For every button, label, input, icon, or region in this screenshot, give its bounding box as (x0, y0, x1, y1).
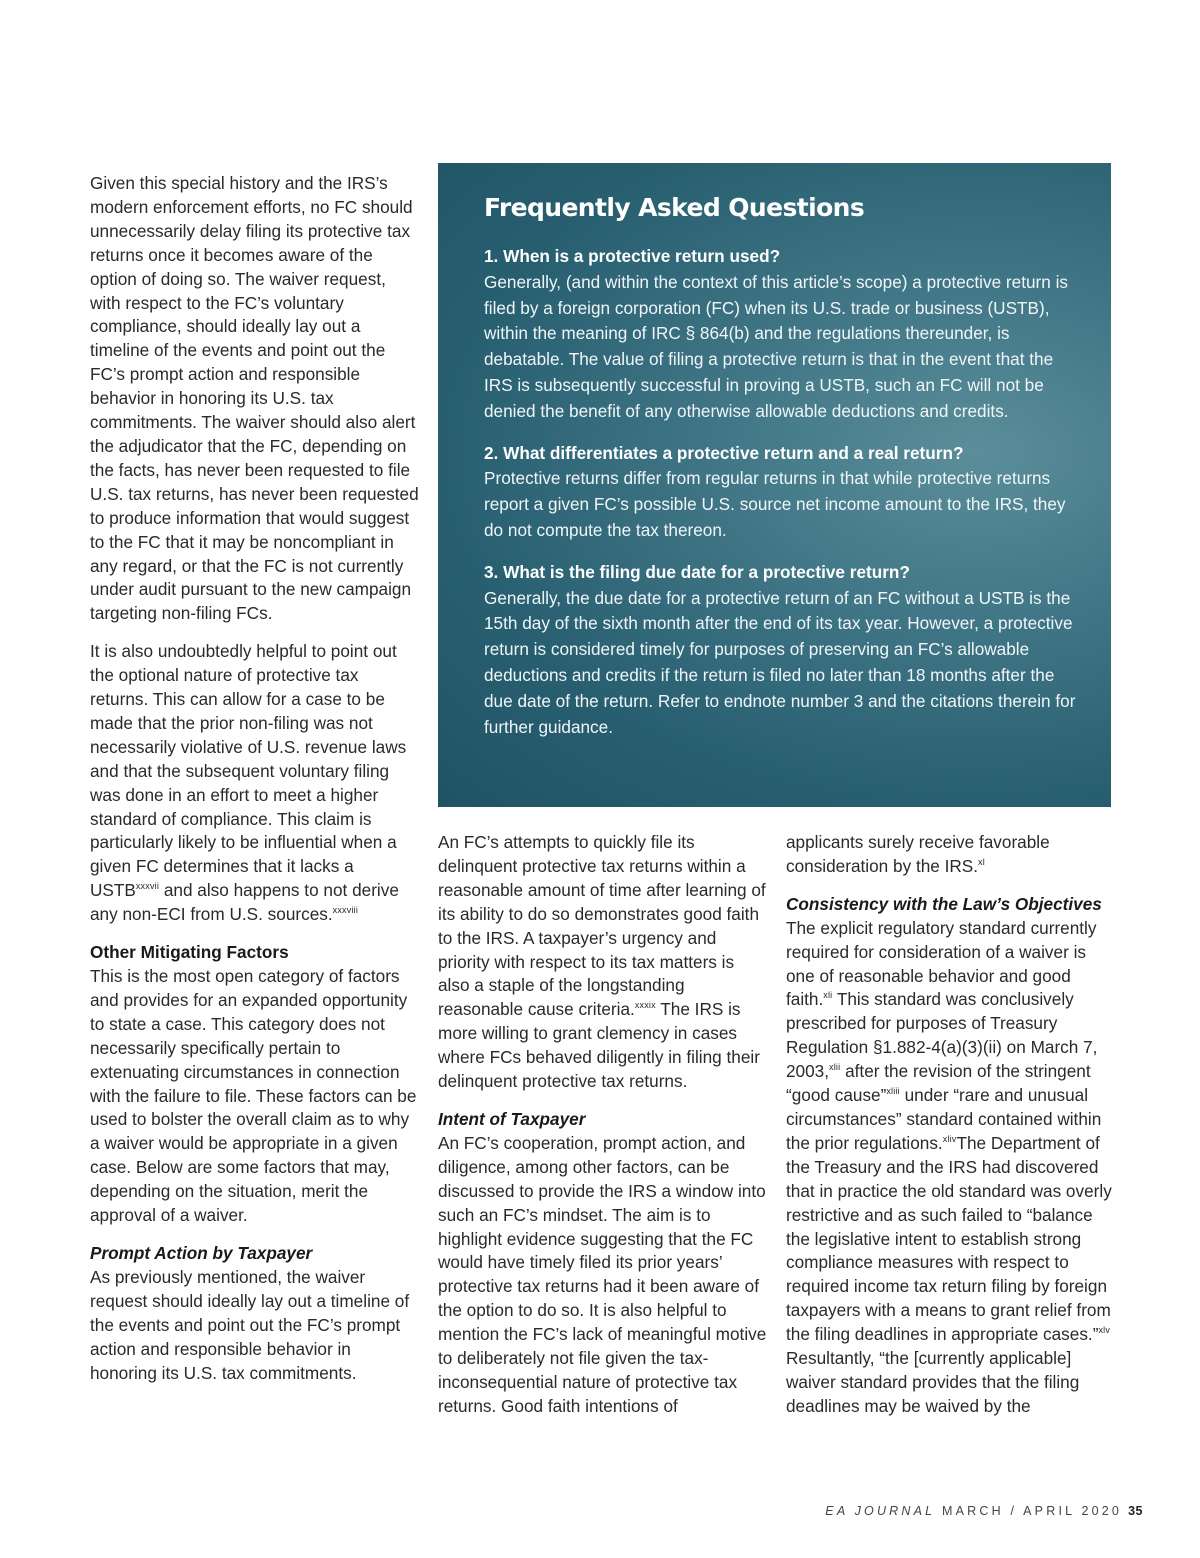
paragraph-text: An FC’s attempts to quickly file its delinquent protective tax returns within a reasonable amount of time after learning of its ability to do so demonstrates good faith to the IRS. A taxpayer’s urgency and priority with respect to its tax matters is also a staple of the longstanding reasonable cause criteria. (438, 832, 766, 1020)
paragraph-text: The Department of the Treasury and the IRS had discovered that in practice the old standard was overly restrictive and as such failed to “balance the legislative intent to establish strong compliance measures with respect to required income tax return filing by foreign taxpayers with a means to grant relief from the filing deadlines in appropriate cases.” (786, 1132, 1112, 1345)
body-paragraph: Given this special history and the IRS’s modern enforcement efforts, no FC should unnecessarily delay filing its protective tax returns once it becomes aware of the option of doing so. The waiver request, with respect to the FC’s voluntary compliance, should ideally lay out a timeline of the events and point out the FC’s prompt action and responsible behavior in honoring its U.S. tax commitments. The waiver should also alert the adjudicator that the FC, depending on the facts, has never been requested to file U.S. tax returns, has never been requested to produce information that would suggest to the FC that it may be noncompliant in any regard, or that the FC is not currently under audit pursuant to the new campaign targeting non-filing FCs. (90, 173, 419, 624)
faq-item (484, 441, 1084, 544)
body-paragraph (90, 640, 420, 927)
endnote-marker[interactable]: xliii (886, 1086, 900, 1097)
paragraph-text: under “rare and unusual circumstances” standard contained within the prior regulations. (786, 1085, 1102, 1153)
faq-question: 3. What is the filing due date for a protective return? (484, 561, 910, 582)
faq-answer: Protective returns differ from regular returns in that while protective returns report a given FC’s possible U.S. source net income amount to the IRS, they do not compute the tax thereon. (484, 468, 1066, 540)
paragraph-text: This standard was conclusively prescribed for purposes of Treasury Regulation §1.882-4(a)(3)(ii) on March 7, 2003, (786, 989, 1098, 1082)
body-paragraph: As previously mentioned, the waiver request should ideally lay out a timeline of the events and point out the FC’s prompt action and responsible behavior in honoring its U.S. tax commitments. (90, 1266, 410, 1383)
paragraph-text: It is also undoubtedly helpful to point out the optional nature of protective tax returns. This can allow for a case to be made that the prior non-filing was not necessarily violative of U.S. revenue laws and that the subsequent voluntary filing was done in an effort to meet a higher standard of compliance. This claim is particularly likely to be influential when a given FC determines that it lacks a USTB (90, 641, 407, 901)
paragraph-text: after the revision of the stringent “good cause” (786, 1061, 1091, 1106)
paragraph-text: The IRS is more willing to grant clemency in cases where FCs behaved diligently in filing their delinquent protective tax returns. (438, 999, 760, 1092)
paragraph-text: The explicit regulatory standard currently required for consideration of a waiver is one of reasonable behavior and good faith. (786, 917, 1097, 1010)
paragraph-text: and also happens to not derive any non-ECI from U.S. sources. (90, 880, 399, 925)
faq-answer: Generally, the due date for a protective return of an FC without a USTB is the 15th day of the sixth month after the end of its tax year. However, a protective return is considered timely for purposes of preserving an FC’s allowable deductions and credits if the return is filed no later than 18 months after the due date of the return. Refer to endnote number 3 and the citations therein for further guidance. (484, 587, 1076, 737)
faq-question: 1. When is a protective return used? (484, 246, 781, 266)
right-column (786, 831, 1116, 1419)
page-footer (825, 1504, 1143, 1518)
faq-sidebar-box (438, 163, 1111, 807)
journal-name: EA JOURNAL (825, 1504, 936, 1518)
paragraph-text: applicants surely receive favorable consideration by the IRS. (786, 832, 1050, 876)
body-paragraph: An FC’s cooperation, prompt action, and diligence, among other factors, can be discussed to provide the IRS a window into such an FC’s mindset. The aim is to highlight evidence suggesting that the FC would have timely filed its prior years’ protective tax returns had it been aware of the option to do so. It is also helpful to mention the FC’s lack of meaningful motive to deliberately not file given the tax-inconsequential nature of protective tax returns. Good faith intentions of (438, 1132, 767, 1416)
endnote-marker[interactable]: xl (978, 856, 985, 867)
faq-answer: Generally, (and within the context of this article’s scope) a protective return is filed by a foreign corporation (FC) when its U.S. trade or business (USTB), within the meaning of IRC § 864(b) and the regulations thereunder, is debatable. The value of filing a protective return is that in the event that the IRS is subsequently successful in proving a USTB, such an FC will not be denied the benefit of any otherwise allowable deductions and credits. (484, 271, 1069, 421)
faq-title: Frequently Asked Questions (484, 193, 865, 222)
faq-item (484, 244, 1084, 425)
body-paragraph (438, 831, 768, 1094)
page-number: 35 (1128, 1504, 1143, 1518)
endnote-marker[interactable]: xlii (829, 1062, 841, 1073)
issue-date: MARCH / APRIL 2020 (935, 1504, 1123, 1518)
body-paragraph: This is the most open category of factors and provides for an expanded opportunity to state a case. This category does not necessarily specifically pertain to extenuating circumstances in connection with the failure to file. These factors can be used to bolster the overall claim as to why a waiver would be appropriate in a given case. Below are some factors that may, depending on the situation, merit the approval of a waiver. (90, 966, 417, 1226)
body-paragraph (786, 831, 1116, 879)
endnote-marker[interactable]: xli (823, 990, 833, 1001)
subsection-heading: Intent of Taxpayer (438, 1108, 586, 1129)
faq-question: 2. What differentiates a protective return and a real return? (484, 442, 964, 463)
middle-column (438, 831, 768, 1419)
endnote-marker[interactable]: xxxvii (135, 881, 160, 892)
section-heading: Other Mitigating Factors (90, 942, 289, 963)
endnote-marker[interactable]: xxxix (634, 1000, 656, 1011)
faq-item (484, 560, 1084, 741)
body-paragraph (786, 917, 1116, 1419)
subsection-heading: Consistency with the Law’s Objectives (786, 893, 1102, 914)
endnote-marker[interactable]: xlv (1098, 1325, 1111, 1336)
endnote-marker[interactable]: xliv (942, 1133, 957, 1144)
left-column (90, 172, 420, 1385)
paragraph-text: Resultantly, “the [currently applicable] waiver standard provides that the filing deadlines may be waived by the (786, 1348, 1080, 1416)
faq-content (484, 193, 1084, 756)
subsection-heading: Prompt Action by Taxpayer (90, 1242, 313, 1263)
endnote-marker[interactable]: xxxviii (332, 905, 359, 916)
